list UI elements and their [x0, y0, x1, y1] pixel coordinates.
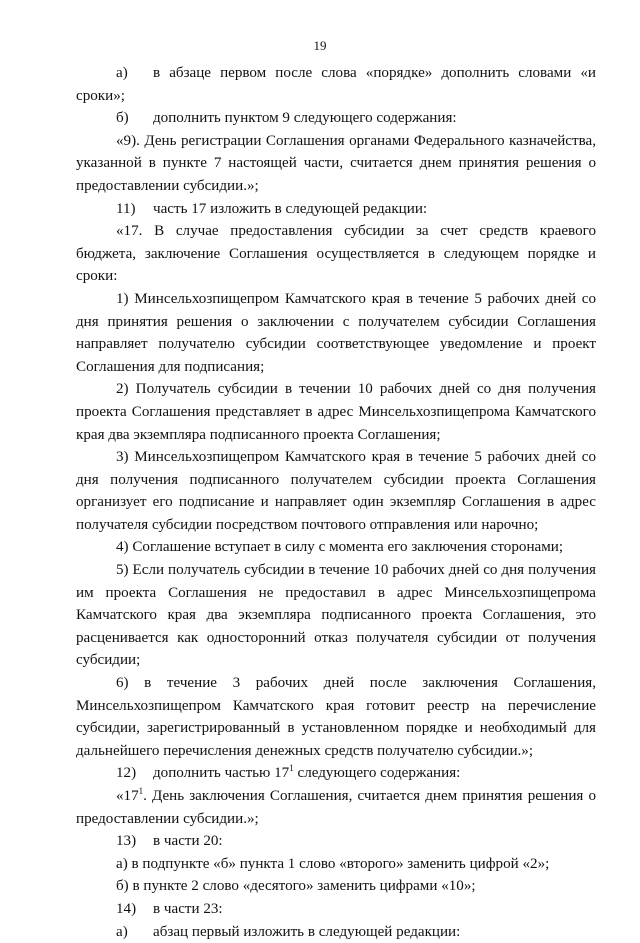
amendment-item-13 [76, 830, 596, 853]
amendment-item-14-a [76, 921, 596, 943]
item-marker: 13) [116, 833, 137, 850]
paragraph-subitem-2: 2) Получатель субсидии в течении 10 рабочих дней со дня получения проекта Соглашения представляет в адрес Минсельхозпищепрома Камчатского края два экземпляра подписанного проекта Соглашения; [76, 381, 596, 443]
item-text: дополнить пунктом 9 следующего содержания: [153, 110, 457, 127]
item-marker: 12) [116, 765, 137, 782]
amendment-item-11 [76, 198, 596, 221]
item-marker: а) [116, 923, 128, 940]
item-marker: 11) [116, 200, 136, 217]
paragraph-part-20-a: а) в подпункте «б» пункта 1 слово «второго» заменить цифрой «2»; [116, 855, 550, 872]
paragraph-point-9: «9). День регистрации Соглашения органами Федерального казначейства, указанной в пункте 7 настоящей части, считается днем принятия решения о предоставлении субсидии.»; [76, 132, 596, 194]
item-text: в части 23: [153, 900, 223, 917]
paragraph-part-17: «17. В случае предоставления субсидии за счет средств краевого бюджета, заключение Соглашения осуществляется в следующем порядке и сроки: [76, 223, 596, 285]
document-body [76, 62, 596, 943]
item-text: часть 17 изложить в следующей редакции: [153, 200, 428, 217]
paragraph-part-20-b: б) в пункте 2 слово «десятого» заменить цифрами «10»; [116, 878, 476, 895]
item-text: абзац первый изложить в следующей редакции: [153, 923, 461, 940]
item-text-continued: следующего содержания: [293, 765, 461, 782]
paragraph-text: «17 [116, 788, 139, 804]
item-marker: а) [116, 65, 128, 81]
paragraph-text-continued: . День заключения Соглашения, считается днем принятия решения о предоставлении субсидии.»; [76, 788, 596, 827]
item-text: в части 20: [153, 833, 223, 850]
item-marker: 14) [116, 900, 137, 917]
paragraph-subitem-4: 4) Соглашение вступает в силу с момента его заключения сторонами; [116, 539, 564, 556]
amendment-item-b [76, 107, 596, 130]
superscript: 1 [289, 763, 294, 774]
superscript: 1 [138, 786, 144, 796]
paragraph-subitem-3: 3) Минсельхозпищепром Камчатского края в течение 5 рабочих дней со дня получения подписанного получателем субсидии проекта Соглашения организует его подписание и направляет один экземпляр Соглашения в адрес получателя субсидии посредством почтового отправления или нарочно; [76, 449, 596, 533]
page-number: 19 [313, 38, 327, 53]
paragraph-subitem-6: 6) в течение 3 рабочих дней после заключения Соглашения, Минсельхозпищепром Камчатского края готовит реестр на перечисление субсидии, зарегистрированный в установленном порядке и необходимый для дальнейшего перечисления денежных средств получателю субсидии.»; [76, 675, 596, 759]
paragraph-subitem-5: 5) Если получатель субсидии в течение 10 рабочих дней со дня получения им проекта Соглашения не предоставил в адрес Минсельхозпищепрома Камчатского края два экземпляра подписанного проекта Соглашения, это расценивается как односторонний отказ получателя субсидии от получения субсидии; [76, 562, 596, 669]
item-text: в абзаце первом после слова «порядке» дополнить словами «и сроки»; [76, 65, 596, 104]
paragraph-subitem-1: 1) Минсельхозпищепром Камчатского края в течение 5 рабочих дней со дня принятия решения о заключении с получателем субсидии Соглашения направляет получателю субсидии соответствующее уведомление и проект Соглашения для подписания; [76, 290, 596, 375]
amendment-item-14 [76, 898, 596, 921]
item-marker: б) [116, 110, 129, 127]
paragraph-part-17-1 [76, 785, 596, 830]
amendment-item-12 [76, 762, 596, 785]
amendment-item-a [76, 62, 596, 107]
item-text: дополнить частью 17 [153, 765, 290, 782]
